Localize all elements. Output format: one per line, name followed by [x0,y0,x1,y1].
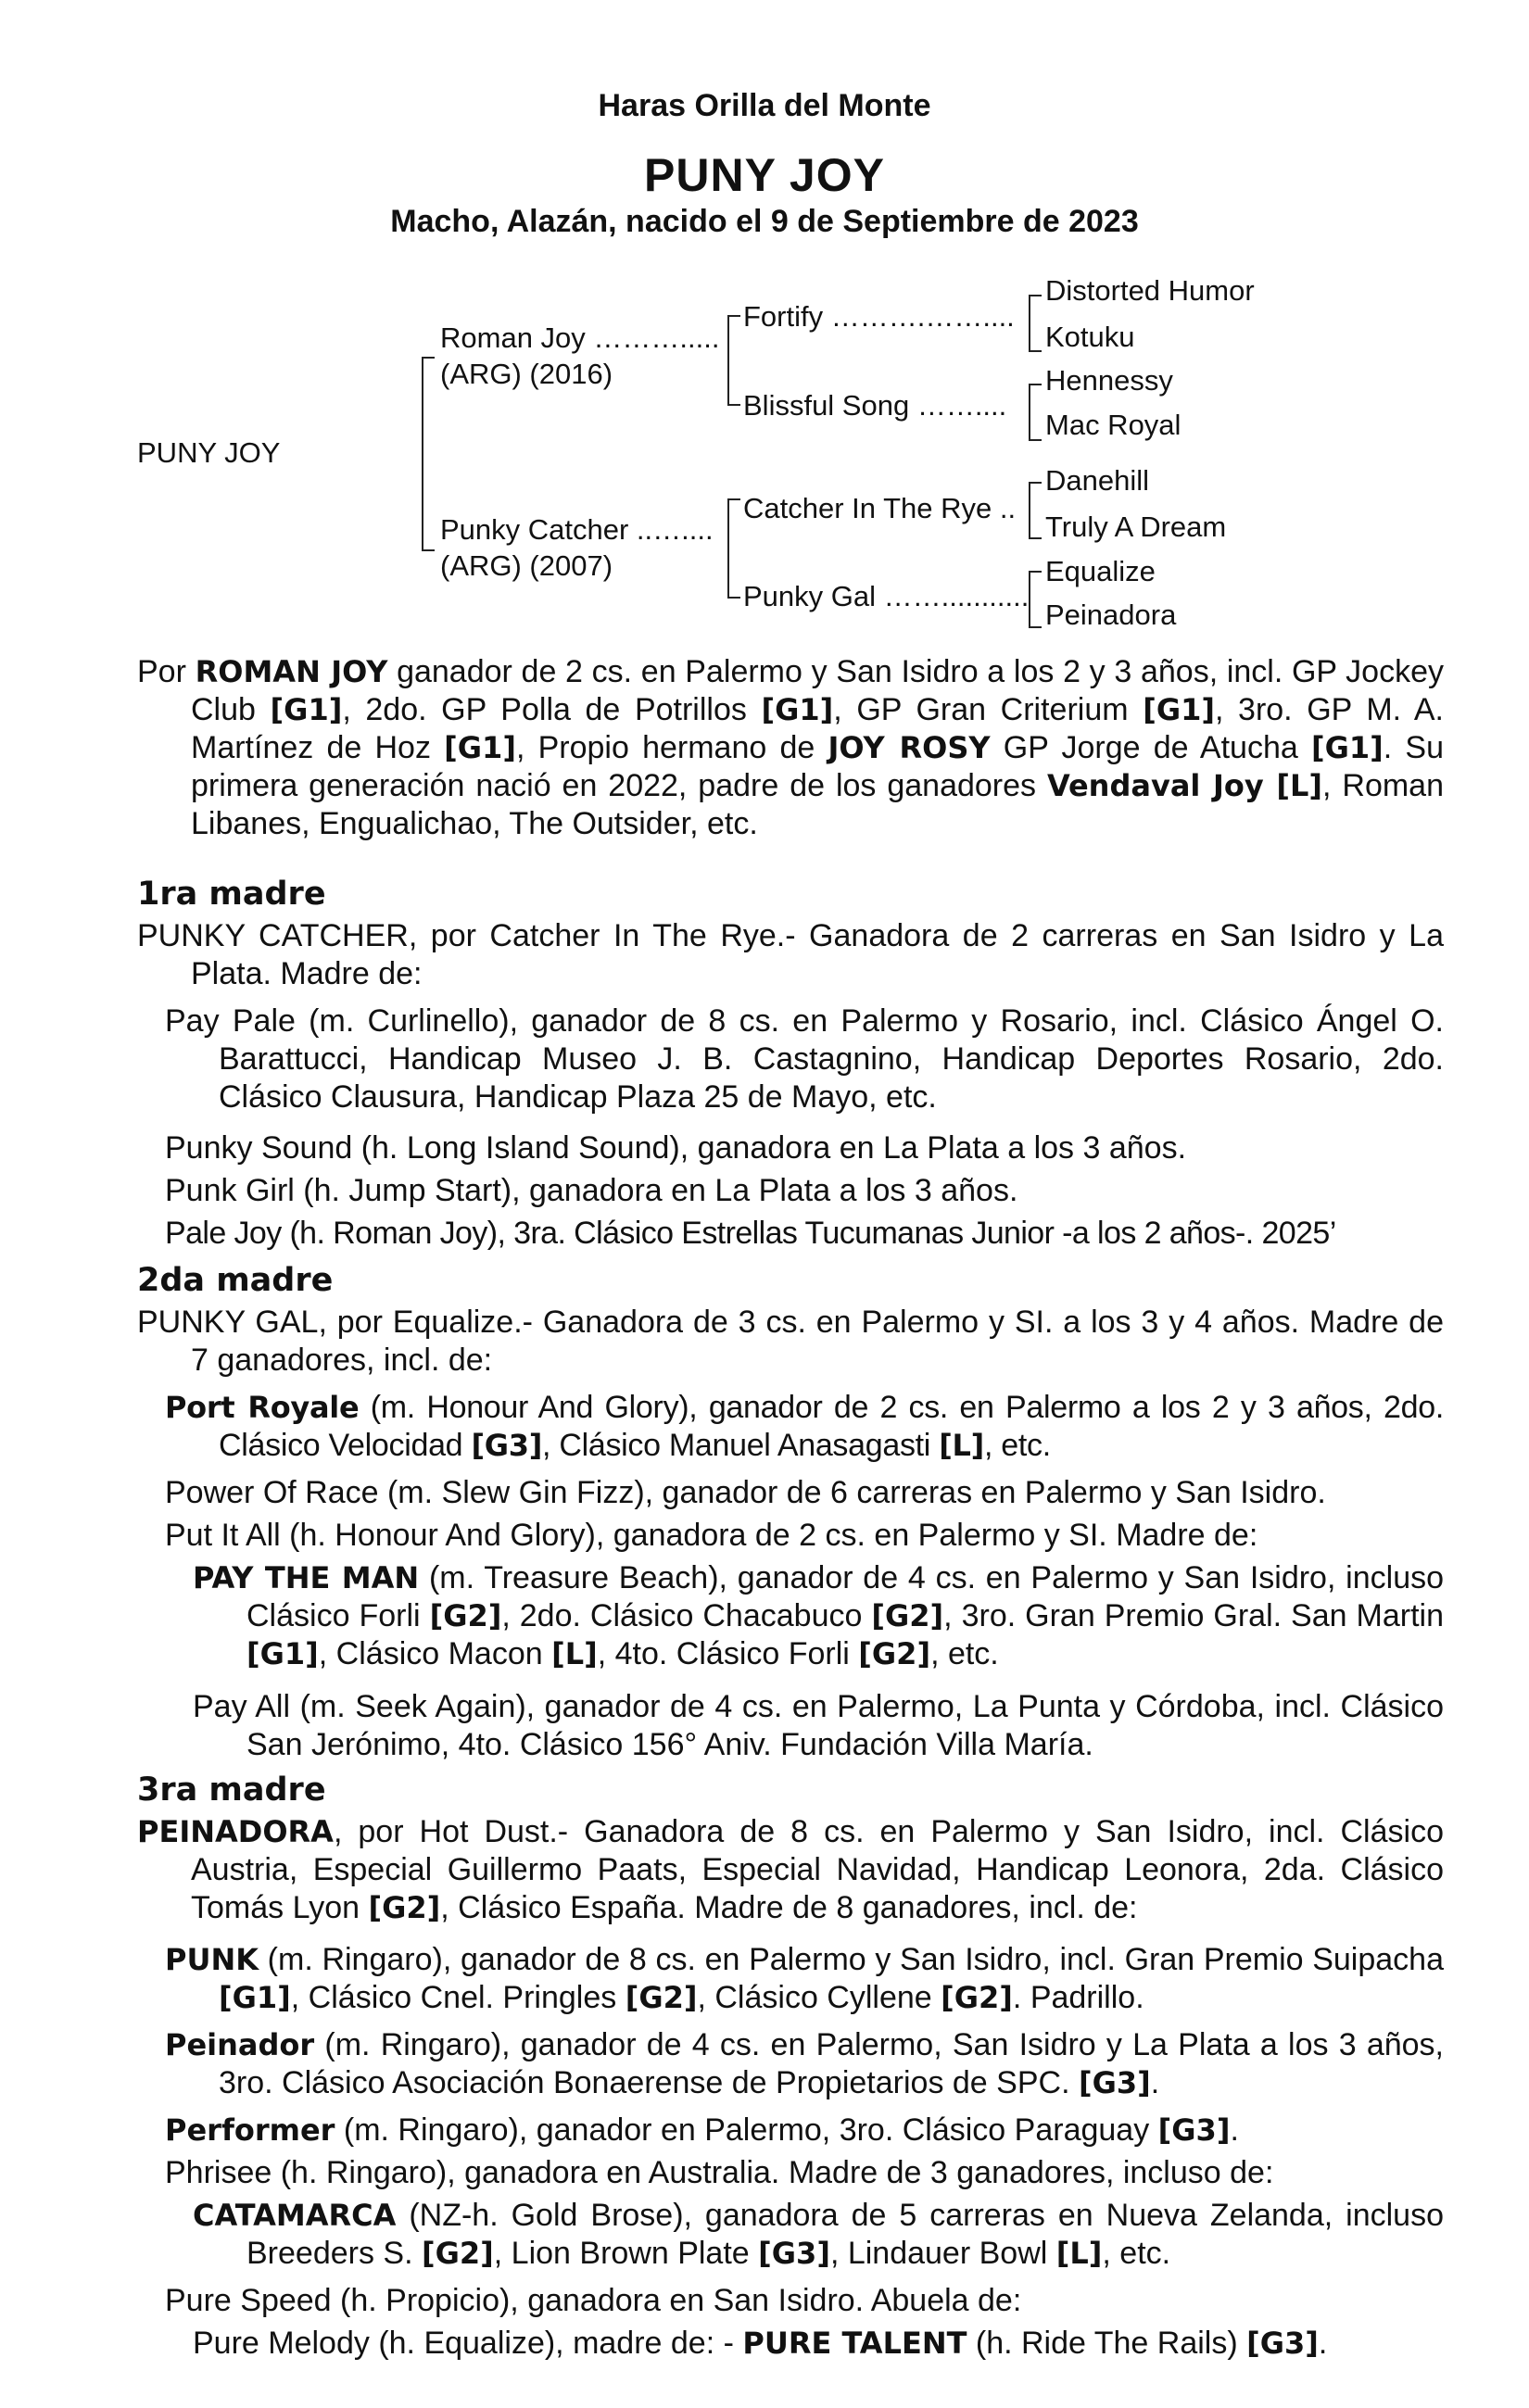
sire-name-bold: ROMAN JOY [195,654,388,689]
pedigree-bracket [727,315,729,406]
pedigree-tick [1029,537,1042,539]
dam3-foal: Phrisee (h. Ringaro), ganadora en Australia. Madre de 3 ganadores, incluso de: [165,2155,1274,2190]
section-heading-2da-madre: 2da madre [137,1262,334,1299]
grade-badge: [G3] [471,1428,543,1463]
dam2-grandfoal: PAY THE MAN (m. Treasure Beach), ganador de 4 cs. en Palermo y San Isidro, incluso Clásico Forli [G2], 2do. Clásico Chacabuco [G2], 3ro. Gran Premio Gral. San Martin [G1], Clásico Macon [L], 4to. Clásico Forli [G2], etc. [193,1560,1445,1671]
pedigree-tick [727,404,740,406]
pedigree-tick [727,597,740,599]
dam1-foal: Punky Sound (h. Long Island Sound), ganadora en La Plata a los 3 años. [165,1130,1187,1166]
dam2-intro: PUNKY GAL, por Equalize.- Ganadora de 3 cs. en Palermo y SI. a los 3 y 4 años. Madre de 7 ganadores, incl. de: [137,1305,1444,1378]
pedigree-subject: PUNY JOY [137,436,281,469]
dam2-grandfoal: Pay All (m. Seek Again), ganador de 4 cs. en Palermo, La Punta y Córdoba, incl. Clásico San Jerónimo, 4to. Clásico 156° Aniv. Fundación Villa María. [193,1689,1444,1762]
dam2-foal: Port Royale (m. Honour And Glory), ganador de 2 cs. en Palermo a los 2 y 3 años, 2do. Clásico Velocidad [G3], Clásico Manuel Anasagasti [L], etc. [165,1390,1444,1463]
grade-badge: [G2] [625,1980,698,2015]
dam3-foal: PUNK (m. Ringaro), ganador de 8 cs. en Palermo y San Isidro, incl. Gran Premio Suipacha [G1], Clásico Cnel. Pringles [G2], Clásico Cyllene [G2]. Padrillo. [165,1942,1444,2015]
dam3-grandfoal: Pure Melody (h. Equalize), madre de: - PURE TALENT (h. Ride The Rails) [G3]. [193,2326,1328,2361]
pedigree-bracket [1029,295,1030,352]
grade-badge: [G3] [1157,2112,1231,2148]
dam3-intro: PEINADORA, por Hot Dust.- Ganadora de 8 cs. en Palermo y San Isidro, incl. Clásico Austria, Especial Guillermo Paats, Especial Navidad, Handicap Leonora, 2da. Clásico Tomás Lyon [G2], Clásico España. Madre de 8 ganadores, incl. de: [137,1814,1444,1925]
pedigree-bracket [422,357,423,551]
dam1-foal: Punk Girl (h. Jump Start), ganadora en La Plata a los 3 años. [165,1173,1018,1208]
sire-origin: (ARG) (2016) [440,357,613,390]
dam-origin: (ARG) (2007) [440,548,613,582]
dam2-foal: Put It All (h. Honour And Glory), ganadora de 2 cs. en Palermo y SI. Madre de: [165,1518,1258,1553]
pedigree-tick [727,498,740,500]
grade-badge: [G1] [1143,692,1215,727]
horse-name-title: PUNY JOY [644,149,885,201]
pedigree-great-grandparent: Distorted Humor [1045,274,1255,307]
dam3-grandfoal: CATAMARCA (NZ-h. Gold Brose), ganadora de 5 carreras en Nueva Zelanda, incluso Breeders S. [G2], Lion Brown Plate [G3], Lindauer Bowl [L], etc. [193,2198,1444,2271]
dam-name: Punky Catcher ..….... [440,513,714,546]
sibling-name-bold: JOY ROSY [828,730,991,765]
grade-badge: [L] [939,1428,984,1463]
pedigree-tick [422,357,435,359]
grade-badge: [L] [1055,2236,1103,2271]
pedigree-great-grandparent: Danehill [1045,464,1150,497]
pedigree-bracket [1029,482,1030,539]
grade-badge: [G3] [758,2236,830,2271]
grade-badge: [G1] [219,1980,291,2015]
grade-badge: [G1] [246,1636,319,1671]
pedigree-sire [440,321,719,393]
pedigree-dam [440,512,714,585]
farm-name: Haras Orilla del Monte [598,88,931,123]
pedigree-great-grandparent: Truly A Dream [1045,511,1227,543]
pedigree-great-grandparent: Kotuku [1045,321,1135,353]
pedigree-tick [1029,439,1042,441]
pedigree-great-grandparent: Peinadora [1045,599,1177,631]
pedigree-grandparent: Fortify ……….…….... [743,300,1015,333]
grade-badge: [G2] [871,1598,944,1633]
section-heading-1ra-madre: 1ra madre [137,876,326,913]
grade-badge: [G2] [941,1980,1013,2015]
grade-badge: [G3] [1078,2065,1151,2100]
pedigree-tick [1029,626,1042,628]
progeny-name-bold: Vendaval Joy [L] [1046,768,1323,803]
grade-badge: [G1] [444,730,516,765]
grade-badge: [G2] [858,1636,931,1671]
pedigree-tick [1029,295,1042,296]
pedigree-tick [1029,350,1042,352]
pedigree-tick [1029,384,1042,385]
dam2-foal: Power Of Race (m. Slew Gin Fizz), ganador de 6 carreras en Palermo y San Isidro. [165,1475,1326,1510]
dam3-foal: Performer (m. Ringaro), ganador en Palermo, 3ro. Clásico Paraguay [G3]. [165,2112,1239,2148]
sire-paragraph: Por ROMAN JOY ganador de 2 cs. en Palermo y San Isidro a los 2 y 3 años, incl. GP Jockey Club [G1], 2do. GP Polla de Potrillos [G1], GP Gran Criterium [G1], 3ro. GP M. A. Martínez de Hoz [G1], Propio hermano de JOY ROSY GP Jorge de Atucha [G1]. Su primera generación nació en 2022, padre de los ganadores Vendaval Joy [L], Roman Libanes, Engualichao, The Outsider, etc. [137,654,1445,841]
dam3-foal: Peinador (m. Ringaro), ganador de 4 cs. en Palermo, San Isidro y La Plata a los 3 años, 3ro. Clásico Asociación Bonaerense de Propietarios de SPC. [G3]. [165,2027,1444,2100]
pedigree-bracket [727,498,729,599]
pedigree-tick [727,315,740,317]
pedigree-grandparent: Catcher In The Rye .. [743,492,1017,524]
pedigree-bracket [1029,571,1030,628]
section-heading-3ra-madre: 3ra madre [137,1771,326,1809]
pedigree-tick [422,549,435,551]
sire-name: Roman Joy ………..... [440,321,720,354]
pedigree-tick [1029,482,1042,484]
horse-description: Macho, Alazán, nacido el 9 de Septiembre de 2023 [390,204,1139,239]
grade-badge: [L] [551,1636,598,1671]
dam3-foal: Pure Speed (h. Propicio), ganadora en San Isidro. Abuela de: [165,2283,1022,2318]
pedigree-grandparent: Punky Gal ……........... [743,580,1030,612]
pedigree-great-grandparent: Hennessy [1045,364,1173,397]
dam1-foal: Pale Joy (h. Roman Joy), 3ra. Clásico Estrellas Tucumanas Junior -a los 2 años-. 2025’ [165,1216,1336,1251]
pedigree-great-grandparent: Equalize [1045,555,1156,587]
dam1-intro: PUNKY CATCHER, por Catcher In The Rye.- Ganadora de 2 carreras en San Isidro y La Plata. Madre de: [137,918,1444,991]
dam1-foal: Pay Pale (m. Curlinello), ganador de 8 cs. en Palermo y Rosario, incl. Clásico Ángel O. Barattucci, Handicap Museo J. B. Castagnino, Handicap Deportes Rosario, 2do. Clásico Clausura, Handicap Plaza 25 de Mayo, etc. [165,1003,1444,1115]
grade-badge: [G3] [1246,2326,1319,2361]
grade-badge: [G1] [1310,730,1384,765]
grade-badge: [G2] [421,2236,494,2271]
grade-badge: [G2] [368,1890,441,1925]
pedigree-bracket [1029,384,1030,441]
pedigree-tick [1029,571,1042,573]
pedigree-great-grandparent: Mac Royal [1045,409,1182,441]
grade-badge: [G1] [761,692,834,727]
grade-badge: [G2] [429,1598,502,1633]
grade-badge: [G1] [270,692,343,727]
pedigree-grandparent: Blissful Song …….... [743,389,1007,422]
